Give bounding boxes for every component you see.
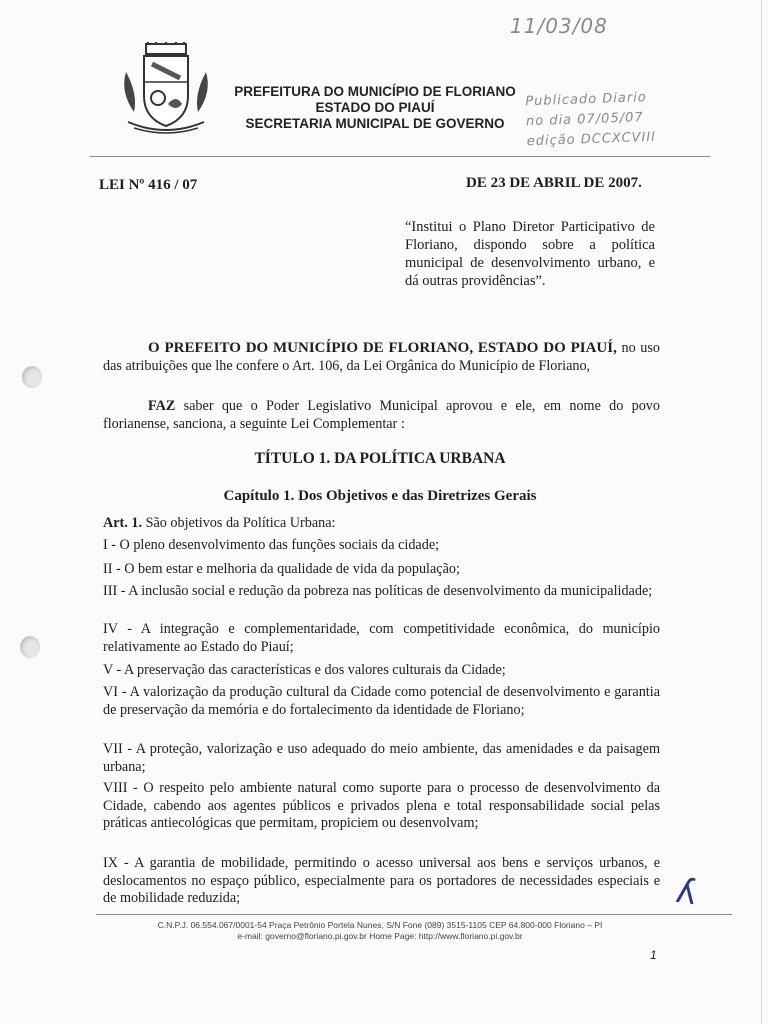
handwritten-date: 11/03/08 <box>510 14 608 38</box>
law-summary: “Institui o Plano Diretor Participativo de Floriano, dispondo sobre a política municipal de desenvolvimento urbano, e dá outras providências”. <box>405 219 655 289</box>
page-number: 1 <box>650 948 657 962</box>
punch-hole-top <box>22 366 42 388</box>
header-line-secretariat: SECRETARIA MUNICIPAL DE GOVERNO <box>245 116 505 131</box>
list-item: VII - A proteção, valorização e uso adequado do meio ambiente, das amenidades e da paisagem urbana; <box>103 741 660 775</box>
footer <box>120 920 640 942</box>
list-item: IX - A garantia de mobilidade, permitindo o acesso universal aos bens e serviços urbanos, e deslocamentos no espaço público, especialmente para os portadores de necessidades especiais e de mobilidade reduzida; <box>103 855 660 906</box>
list-item: VIII - O respeito pelo ambiente natural como suporte para o processo de desenvolvimento da Cidade, cabendo aos agentes públicos e privados plena e total responsabilidade social pelas práticas antiecológicas que permitam, propiciem ou desenvolvam; <box>103 780 660 831</box>
law-number: LEI Nº 416 / 07 <box>99 177 198 193</box>
enactment-text: saber que o Poder Legislativo Municipal aprovou e ele, em nome do povo florianense, sanciona, a seguinte Lei Complementar : <box>103 398 660 432</box>
faz-word: FAZ <box>148 398 176 414</box>
list-item: VI - A valorização da produção cultural da Cidade como potencial de desenvolvimento e garantia de preservação da memória e do fortalecimento da identidade de Floriano; <box>103 684 660 718</box>
handwritten-line-1: Publicado Diario <box>525 90 648 110</box>
list-item: V - A preservação das características e dos valores culturais da Cidade; <box>103 662 506 678</box>
list-item: III - A inclusão social e redução da pobreza nas políticas de desenvolvimento da municipalidade; <box>103 583 653 599</box>
letterhead <box>210 84 540 132</box>
list-item: I - O pleno desenvolvimento das funções sociais da cidade; <box>103 537 440 553</box>
title-heading: TÍTULO 1. DA POLÍTICA URBANA <box>254 450 506 467</box>
law-date: DE 23 DE ABRIL DE 2007. <box>466 175 642 191</box>
header-line-state: ESTADO DO PIAUÍ <box>315 100 435 115</box>
footer-contact: e-mail: governo@floriano.pi.gov.br Home Page: http://www.floriano.pi.gov.br <box>237 931 523 941</box>
list-item: IV - A integração e complementaridade, com competitividade econômica, do município relativamente ao Estado do Piauí; <box>103 621 660 655</box>
list-item: II - O bem estar e melhoria da qualidade de vida da população; <box>103 561 460 577</box>
article-label: Art. 1. <box>103 515 143 531</box>
header-rule <box>90 156 710 157</box>
page-edge <box>761 0 762 1024</box>
preamble-intro: O PREFEITO DO MUNICÍPIO DE FLORIANO, ESTADO DO PIAUÍ, <box>148 340 617 356</box>
article-text: São objetivos da Política Urbana: <box>142 515 336 531</box>
header-line-municipality: PREFEITURA DO MUNICÍPIO DE FLORIANO <box>234 84 516 99</box>
signature-initials: ʎ <box>673 870 699 914</box>
preamble-paragraph <box>103 340 660 375</box>
enactment-paragraph <box>103 398 660 433</box>
handwritten-line-2: no dia 07/05/07 <box>525 110 644 130</box>
coat-of-arms-icon <box>118 42 214 138</box>
handwritten-publication-note <box>525 88 656 152</box>
chapter-heading: Capítulo 1. Dos Objetivos e das Diretrizes Gerais <box>223 488 537 504</box>
article-heading <box>103 515 660 533</box>
handwritten-line-3: edição DCCXCVIII <box>526 129 657 150</box>
footer-rule <box>96 914 732 915</box>
footer-address: C.N.P.J. 06.554.067/0001-54 Praça Petrônio Portela Nunes, S/N Fone (089) 3515-1105 CEP 64.800-000 Floriano – PI <box>157 920 603 930</box>
punch-hole-bottom <box>20 636 40 658</box>
preamble-text: no uso das atribuições que lhe confere o Art. 106, da Lei Orgânica do Município de Floriano, <box>103 340 660 374</box>
